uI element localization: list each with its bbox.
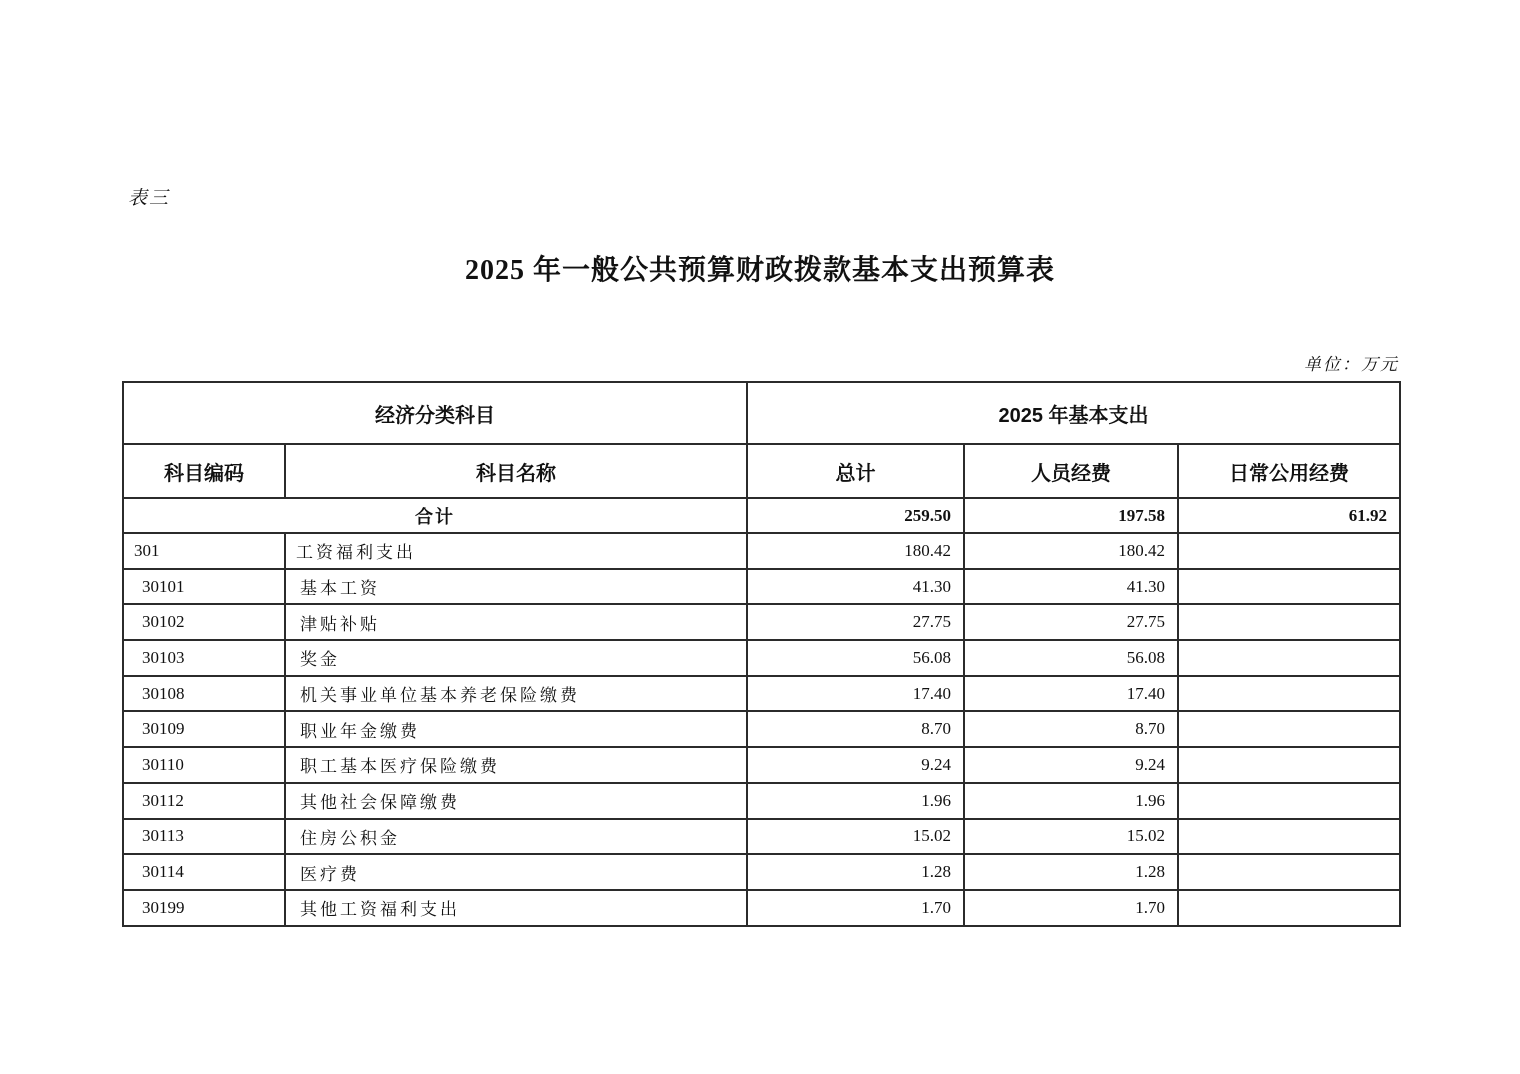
subject-code-cell: 30101 — [123, 569, 285, 605]
col-header-subject-name: 科目名称 — [285, 444, 747, 498]
daily-cell — [1178, 783, 1400, 819]
subject-code-cell: 30108 — [123, 676, 285, 712]
table-row — [123, 711, 1400, 747]
personnel-cell: 41.30 — [964, 569, 1178, 605]
daily-cell — [1178, 640, 1400, 676]
subject-name-cell: 奖金 — [285, 640, 747, 676]
subject-code-cell: 30102 — [123, 604, 285, 640]
daily-cell — [1178, 711, 1400, 747]
subject-code-cell: 30109 — [123, 711, 285, 747]
table-column-header-row — [123, 444, 1400, 498]
subject-name-cell: 工资福利支出 — [285, 533, 747, 569]
total-row-daily-value: 61.92 — [1178, 498, 1400, 533]
header-economic-classification: 经济分类科目 — [123, 382, 747, 444]
table-row — [123, 819, 1400, 855]
total-row-personnel-value: 197.58 — [964, 498, 1178, 533]
subject-name-cell: 机关事业单位基本养老保险缴费 — [285, 676, 747, 712]
table-header-group-row — [123, 382, 1400, 444]
table-row — [123, 533, 1400, 569]
daily-cell — [1178, 533, 1400, 569]
table-row — [123, 783, 1400, 819]
subject-name-cell: 医疗费 — [285, 854, 747, 890]
personnel-cell: 27.75 — [964, 604, 1178, 640]
subject-name-cell: 职业年金缴费 — [285, 711, 747, 747]
subject-name-cell: 其他社会保障缴费 — [285, 783, 747, 819]
personnel-cell: 1.28 — [964, 854, 1178, 890]
daily-cell — [1178, 604, 1400, 640]
total-cell: 56.08 — [747, 640, 964, 676]
total-cell: 15.02 — [747, 819, 964, 855]
subject-name-cell: 基本工资 — [285, 569, 747, 605]
table-row — [123, 604, 1400, 640]
table-row — [123, 854, 1400, 890]
subject-code-cell: 30199 — [123, 890, 285, 926]
subject-code-cell: 301 — [123, 533, 285, 569]
unit-note: 单位：万元 — [1304, 355, 1399, 374]
subject-code-cell: 30114 — [123, 854, 285, 890]
total-cell: 9.24 — [747, 747, 964, 783]
total-row-total-value: 259.50 — [747, 498, 964, 533]
subject-name-cell: 住房公积金 — [285, 819, 747, 855]
table-row — [123, 747, 1400, 783]
personnel-cell: 1.70 — [964, 890, 1178, 926]
personnel-cell: 8.70 — [964, 711, 1178, 747]
total-cell: 17.40 — [747, 676, 964, 712]
table-total-row — [123, 498, 1400, 533]
total-cell: 1.70 — [747, 890, 964, 926]
personnel-cell: 1.96 — [964, 783, 1178, 819]
total-cell: 1.96 — [747, 783, 964, 819]
col-header-daily-public-funds: 日常公用经费 — [1178, 444, 1400, 498]
personnel-cell: 15.02 — [964, 819, 1178, 855]
daily-cell — [1178, 890, 1400, 926]
table-number-label: 表三 — [128, 188, 171, 209]
col-header-subject-code: 科目编码 — [123, 444, 285, 498]
subject-name-cell: 津贴补贴 — [285, 604, 747, 640]
page-title: 2025 年一般公共预算财政拨款基本支出预算表 — [464, 255, 1055, 286]
subject-code-cell: 30110 — [123, 747, 285, 783]
table-row — [123, 640, 1400, 676]
daily-cell — [1178, 747, 1400, 783]
table-row — [123, 676, 1400, 712]
personnel-cell: 17.40 — [964, 676, 1178, 712]
total-cell: 180.42 — [747, 533, 964, 569]
table-row — [123, 569, 1400, 605]
subject-code-cell: 30113 — [123, 819, 285, 855]
budget-table — [122, 381, 1401, 927]
daily-cell — [1178, 819, 1400, 855]
daily-cell — [1178, 854, 1400, 890]
header-2025-basic-expenditure: 2025 年基本支出 — [747, 382, 1400, 444]
col-header-personnel-funds: 人员经费 — [964, 444, 1178, 498]
personnel-cell: 9.24 — [964, 747, 1178, 783]
daily-cell — [1178, 569, 1400, 605]
total-row-label: 合计 — [123, 498, 747, 533]
total-cell: 1.28 — [747, 854, 964, 890]
total-cell: 41.30 — [747, 569, 964, 605]
subject-code-cell: 30112 — [123, 783, 285, 819]
personnel-cell: 180.42 — [964, 533, 1178, 569]
personnel-cell: 56.08 — [964, 640, 1178, 676]
col-header-total: 总计 — [747, 444, 964, 498]
daily-cell — [1178, 676, 1400, 712]
subject-name-cell: 职工基本医疗保险缴费 — [285, 747, 747, 783]
subject-code-cell: 30103 — [123, 640, 285, 676]
subject-name-cell: 其他工资福利支出 — [285, 890, 747, 926]
table-row — [123, 890, 1400, 926]
total-cell: 27.75 — [747, 604, 964, 640]
total-cell: 8.70 — [747, 711, 964, 747]
